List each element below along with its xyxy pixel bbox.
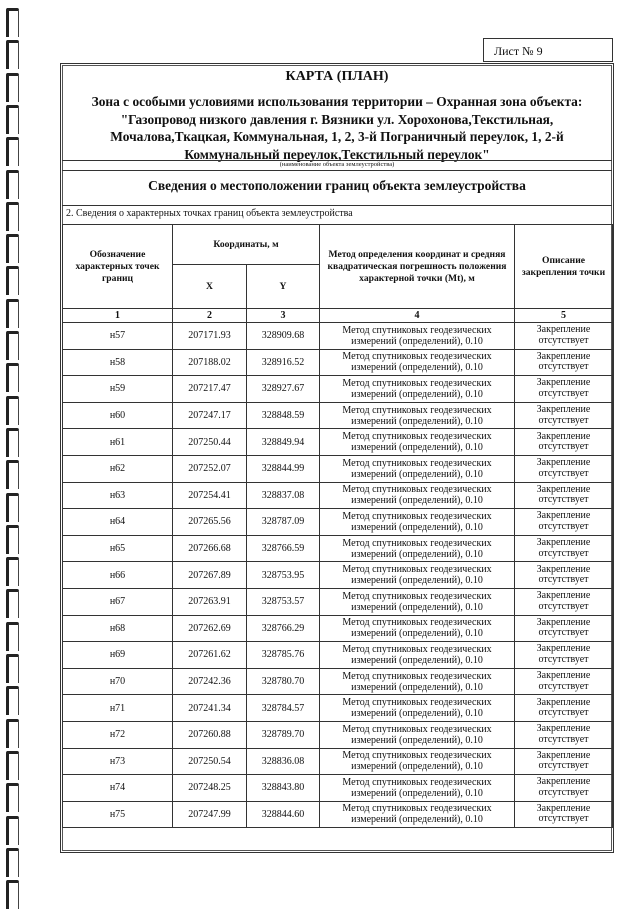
method-cell: Метод спутниковых геодезических измерений (определений), 0.10	[320, 562, 515, 589]
y-cell: 328753.57	[247, 588, 320, 615]
y-cell: 328766.29	[247, 615, 320, 642]
y-cell: 328837.08	[247, 482, 320, 509]
point-cell: н61	[63, 429, 173, 456]
x-cell: 207242.36	[173, 668, 247, 695]
point-cell: н59	[63, 376, 173, 403]
binding-ring	[6, 266, 19, 295]
fixing-cell: Закрепление отсутствует	[515, 668, 613, 695]
y-cell: 328785.76	[247, 642, 320, 669]
header-coordinates: Координаты, м	[173, 225, 320, 265]
y-cell: 328844.60	[247, 801, 320, 828]
binding-ring	[6, 557, 19, 586]
point-cell: н72	[63, 721, 173, 748]
point-cell: н62	[63, 455, 173, 482]
y-cell: 328916.52	[247, 349, 320, 376]
column-number: 4	[320, 309, 515, 323]
table-row	[63, 455, 613, 482]
point-cell: н67	[63, 588, 173, 615]
table-row	[63, 509, 613, 536]
y-cell: 328909.68	[247, 323, 320, 350]
fixing-cell: Закрепление отсутствует	[515, 429, 613, 456]
binding-ring	[6, 428, 19, 457]
method-cell: Метод спутниковых геодезических измерений (определений), 0.10	[320, 535, 515, 562]
fixing-cell: Закрепление отсутствует	[515, 376, 613, 403]
point-cell: н58	[63, 349, 173, 376]
object-name-caption: (наименование объекта землеустройства)	[279, 161, 395, 168]
binding-ring	[6, 299, 19, 328]
method-cell: Метод спутниковых геодезических измерений (определений), 0.10	[320, 801, 515, 828]
binding-ring	[6, 396, 19, 425]
zone-description: Зона с особыми условиями использования территории – Охранная зона объекта: "Газопровод низкого давления г. Вязники ул. Хорохонова,Текстильная, Мочалова,Ткацкая, Коммунальная, 1, 2, 3-й Пограничный переулок, 1, 2-й Коммунальный переулок,Текстильный переулок"	[91, 94, 583, 162]
table-row	[63, 642, 613, 669]
header-x: X	[173, 265, 247, 309]
table-row	[63, 323, 613, 350]
method-cell: Метод спутниковых геодезических измерений (определений), 0.10	[320, 642, 515, 669]
sheet-number-label: Лист № 9	[483, 38, 613, 62]
point-cell: н65	[63, 535, 173, 562]
point-cell: н70	[63, 668, 173, 695]
header-method: Метод определения координат и средняя квадратическая погрешность положения характерной точки (Mt), м	[320, 225, 515, 309]
point-cell: н64	[63, 509, 173, 536]
fixing-cell: Закрепление отсутствует	[515, 349, 613, 376]
column-number: 3	[247, 309, 320, 323]
y-cell: 328844.99	[247, 455, 320, 482]
binding-ring	[6, 654, 19, 683]
method-cell: Метод спутниковых геодезических измерений (определений), 0.10	[320, 721, 515, 748]
table-row	[63, 615, 613, 642]
table-row	[63, 349, 613, 376]
section-title: Сведения о местоположении границ объекта землеустройства	[148, 178, 526, 193]
y-cell: 328766.59	[247, 535, 320, 562]
table-row	[63, 535, 613, 562]
table-row	[63, 588, 613, 615]
method-cell: Метод спутниковых геодезических измерений (определений), 0.10	[320, 323, 515, 350]
table-row	[63, 775, 613, 802]
y-cell: 328927.67	[247, 376, 320, 403]
point-cell: н73	[63, 748, 173, 775]
binding-ring	[6, 525, 19, 554]
method-cell: Метод спутниковых геодезических измерений (определений), 0.10	[320, 588, 515, 615]
fixing-cell: Закрепление отсутствует	[515, 775, 613, 802]
y-cell: 328848.59	[247, 402, 320, 429]
binding-ring	[6, 686, 19, 715]
fixing-cell: Закрепление отсутствует	[515, 455, 613, 482]
x-cell: 207247.17	[173, 402, 247, 429]
binding-ring	[6, 8, 19, 37]
method-cell: Метод спутниковых геодезических измерений (определений), 0.10	[320, 509, 515, 536]
header-point-designation: Обозначение характерных точек границ	[63, 225, 173, 309]
method-cell: Метод спутниковых геодезических измерений (определений), 0.10	[320, 376, 515, 403]
point-cell: н74	[63, 775, 173, 802]
point-cell: н69	[63, 642, 173, 669]
binding-ring	[6, 40, 19, 69]
method-cell: Метод спутниковых геодезических измерений (определений), 0.10	[320, 695, 515, 722]
x-cell: 207247.99	[173, 801, 247, 828]
x-cell: 207266.68	[173, 535, 247, 562]
x-cell: 207260.88	[173, 721, 247, 748]
binding-ring	[6, 73, 19, 102]
table-row	[63, 376, 613, 403]
point-cell: н75	[63, 801, 173, 828]
table-row	[63, 695, 613, 722]
subsection-title: 2. Сведения о характерных точках границ объекта землеустройства	[66, 208, 353, 219]
method-cell: Метод спутниковых геодезических измерений (определений), 0.10	[320, 402, 515, 429]
y-cell: 328784.57	[247, 695, 320, 722]
y-cell: 328849.94	[247, 429, 320, 456]
binding-ring	[6, 783, 19, 812]
x-cell: 207254.41	[173, 482, 247, 509]
point-cell: н66	[63, 562, 173, 589]
fixing-cell: Закрепление отсутствует	[515, 509, 613, 536]
table-row	[63, 748, 613, 775]
binding-ring	[6, 816, 19, 845]
fixing-cell: Закрепление отсутствует	[515, 695, 613, 722]
point-cell: н71	[63, 695, 173, 722]
y-cell: 328787.09	[247, 509, 320, 536]
binding-ring	[6, 234, 19, 263]
y-cell: 328836.08	[247, 748, 320, 775]
method-cell: Метод спутниковых геодезических измерений (определений), 0.10	[320, 775, 515, 802]
fixing-cell: Закрепление отсутствует	[515, 562, 613, 589]
table-row	[63, 482, 613, 509]
x-cell: 207263.91	[173, 588, 247, 615]
document-title: КАРТА (ПЛАН)	[285, 69, 389, 84]
x-cell: 207188.02	[173, 349, 247, 376]
binding-ring	[6, 137, 19, 166]
fixing-cell: Закрепление отсутствует	[515, 482, 613, 509]
binding-ring	[6, 170, 19, 199]
point-cell: н60	[63, 402, 173, 429]
fixing-cell: Закрепление отсутствует	[515, 615, 613, 642]
x-cell: 207262.69	[173, 615, 247, 642]
x-cell: 207267.89	[173, 562, 247, 589]
method-cell: Метод спутниковых геодезических измерений (определений), 0.10	[320, 349, 515, 376]
x-cell: 207250.54	[173, 748, 247, 775]
fixing-cell: Закрепление отсутствует	[515, 721, 613, 748]
column-number: 5	[515, 309, 613, 323]
method-cell: Метод спутниковых геодезических измерений (определений), 0.10	[320, 748, 515, 775]
column-numbers-row	[63, 309, 613, 323]
x-cell: 207250.44	[173, 429, 247, 456]
x-cell: 207171.93	[173, 323, 247, 350]
binding-ring	[6, 331, 19, 360]
fixing-cell: Закрепление отсутствует	[515, 402, 613, 429]
y-cell: 328780.70	[247, 668, 320, 695]
caption-row	[62, 160, 612, 171]
header-fixing: Описание закрепления точки	[515, 225, 613, 309]
section-divider	[62, 205, 612, 206]
binding-ring	[6, 622, 19, 651]
fixing-cell: Закрепление отсутствует	[515, 535, 613, 562]
table-row	[63, 721, 613, 748]
y-cell: 328843.80	[247, 775, 320, 802]
table-row	[63, 801, 613, 828]
table-row	[63, 668, 613, 695]
binding-ring	[6, 202, 19, 231]
fixing-cell: Закрепление отсутствует	[515, 588, 613, 615]
point-cell: н57	[63, 323, 173, 350]
binding-ring	[6, 751, 19, 780]
x-cell: 207248.25	[173, 775, 247, 802]
x-cell: 207241.34	[173, 695, 247, 722]
x-cell: 207217.47	[173, 376, 247, 403]
binding-ring	[6, 719, 19, 748]
point-cell: н63	[63, 482, 173, 509]
column-number: 1	[63, 309, 173, 323]
table-row	[63, 562, 613, 589]
method-cell: Метод спутниковых геодезических измерений (определений), 0.10	[320, 482, 515, 509]
y-cell: 328789.70	[247, 721, 320, 748]
x-cell: 207265.56	[173, 509, 247, 536]
point-cell: н68	[63, 615, 173, 642]
x-cell: 207252.07	[173, 455, 247, 482]
boundary-points-table	[62, 224, 613, 828]
y-cell: 328753.95	[247, 562, 320, 589]
method-cell: Метод спутниковых геодезических измерений (определений), 0.10	[320, 455, 515, 482]
fixing-cell: Закрепление отсутствует	[515, 642, 613, 669]
fixing-cell: Закрепление отсутствует	[515, 323, 613, 350]
x-cell: 207261.62	[173, 642, 247, 669]
binding-ring	[6, 105, 19, 134]
binding-ring	[6, 493, 19, 522]
method-cell: Метод спутниковых геодезических измерений (определений), 0.10	[320, 668, 515, 695]
table-row	[63, 429, 613, 456]
column-number: 2	[173, 309, 247, 323]
method-cell: Метод спутниковых геодезических измерений (определений), 0.10	[320, 429, 515, 456]
header-y: Y	[247, 265, 320, 309]
binding-ring	[6, 848, 19, 877]
fixing-cell: Закрепление отсутствует	[515, 748, 613, 775]
table-row	[63, 402, 613, 429]
method-cell: Метод спутниковых геодезических измерений (определений), 0.10	[320, 615, 515, 642]
fixing-cell: Закрепление отсутствует	[515, 801, 613, 828]
binding-ring	[6, 363, 19, 392]
binding-ring	[6, 589, 19, 618]
binding-rings	[0, 0, 22, 905]
binding-ring	[6, 460, 19, 489]
